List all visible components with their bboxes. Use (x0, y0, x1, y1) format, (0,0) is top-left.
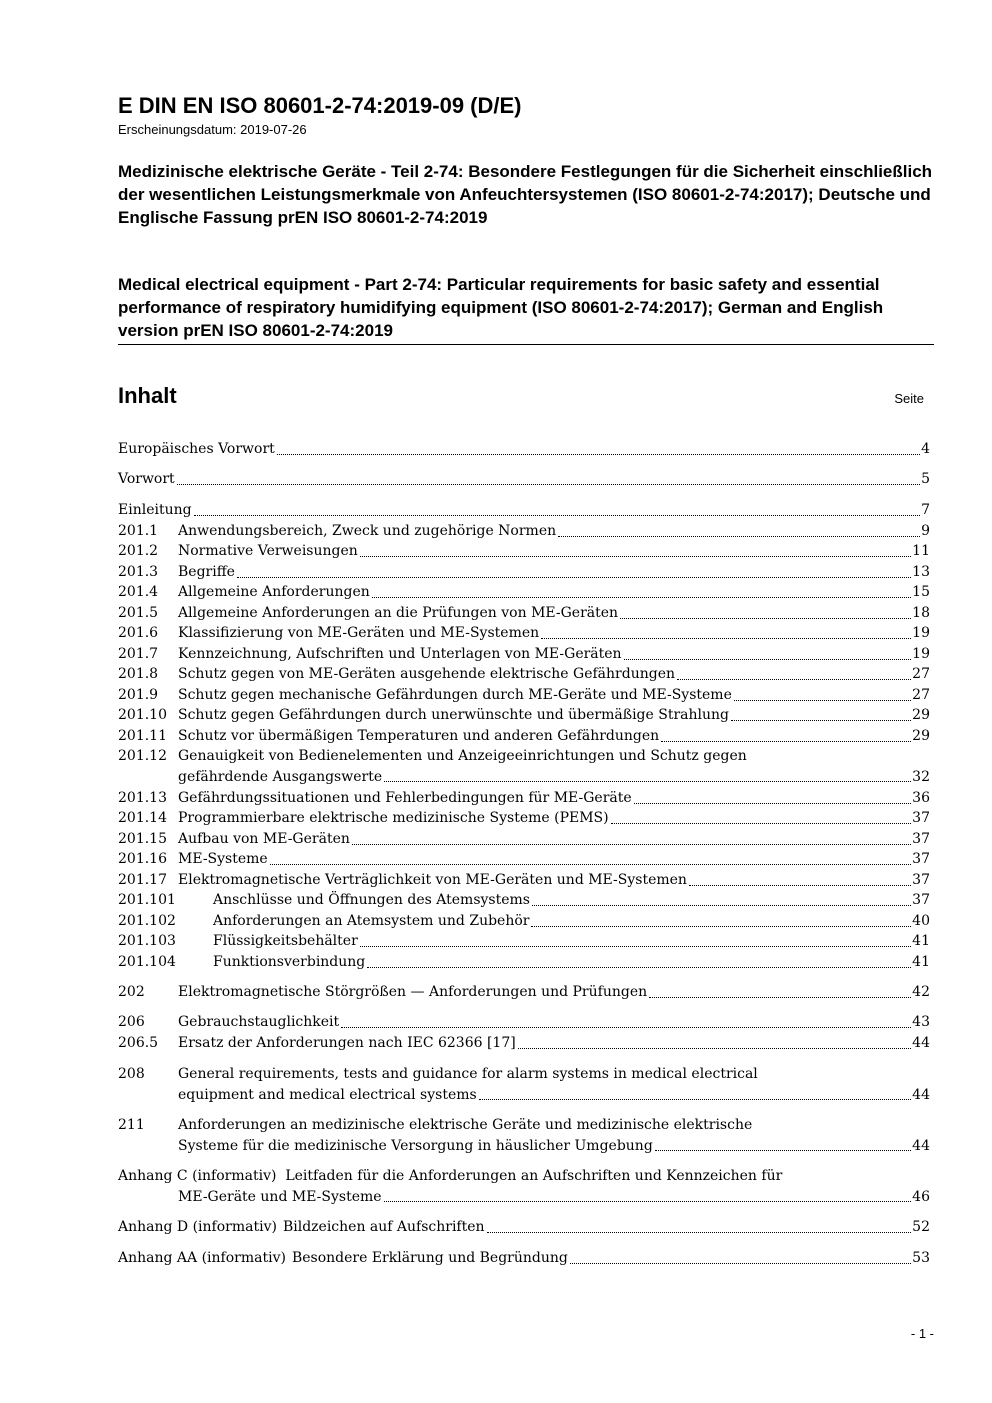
toc-entry-page: 42 (912, 984, 930, 1000)
toc-entry-label: Vorwort (118, 471, 175, 487)
toc-leader-dots (677, 679, 911, 680)
toc-leader-dots (611, 823, 912, 824)
toc-entry-label: Elektromagnetische Störgrößen — Anforderungen und Prüfungen (178, 984, 648, 1000)
toc-entry-label: Aufbau von ME-Geräten (178, 831, 350, 847)
toc-entry-page: 27 (912, 687, 930, 703)
toc-entry-number: 202 (118, 984, 145, 1000)
toc-entry-page: 43 (912, 1014, 930, 1030)
toc-entry[interactable] (118, 1248, 930, 1269)
toc-entry-page: 4 (921, 441, 930, 457)
toc-entry-page: 32 (912, 768, 930, 785)
toc-entry[interactable] (118, 1115, 930, 1156)
toc-entry-page: 41 (912, 954, 930, 970)
toc-entry-label: Anwendungsbereich, Zweck und zugehörige Normen (178, 523, 557, 539)
toc-entry-page: 27 (912, 666, 930, 682)
toc-leader-dots (558, 536, 920, 537)
toc-entry-label: Klassifizierung von ME-Geräten und ME-Systemen (178, 625, 540, 641)
toc-entry-label: Kennzeichnung, Aufschriften und Unterlagen von ME-Geräten (178, 646, 622, 662)
toc-entry[interactable] (118, 849, 930, 870)
toc-entry[interactable] (118, 952, 930, 973)
toc-entry[interactable] (118, 469, 930, 490)
toc-entry-page: 44 (912, 1035, 930, 1051)
toc-leader-dots (518, 1048, 911, 1049)
toc-entry-page: 19 (912, 646, 930, 662)
toc-entry[interactable] (118, 439, 930, 460)
toc-entry-number: 201.104 (118, 954, 176, 970)
toc-entry-page: 7 (921, 502, 930, 518)
toc-entry[interactable] (118, 982, 930, 1003)
toc-entry-label: Funktionsverbindung (213, 954, 366, 970)
toc-entry[interactable] (118, 1166, 930, 1207)
toc-leader-dots (734, 700, 911, 701)
toc-entry-label-continued: gefährdende Ausgangswerte (178, 768, 383, 785)
toc-entry-number: 201.3 (118, 564, 159, 580)
toc-entry[interactable] (118, 746, 930, 787)
toc-entry-page: 18 (912, 605, 930, 621)
toc-leader-dots (634, 803, 912, 804)
toc-leader-dots (360, 556, 911, 557)
toc-entry-number: 201.102 (118, 913, 176, 929)
toc-entry-number: 201.12 (118, 748, 167, 764)
toc-entry-number: 201.2 (118, 543, 159, 559)
toc-entry[interactable] (118, 623, 930, 644)
toc-entry-page: 15 (912, 584, 930, 600)
toc-entry-number: 208 (118, 1066, 145, 1082)
toc-entry-number: 201.1 (118, 523, 159, 539)
toc-entry-number: 211 (118, 1117, 145, 1133)
toc-leader-dots (360, 946, 911, 947)
toc-entry-number: 201.15 (118, 831, 167, 847)
toc-entry[interactable] (118, 541, 930, 562)
toc-entry-label: Elektromagnetische Verträglichkeit von ME-Geräten und ME-Systemen (178, 872, 687, 888)
toc-entry-label: Gebrauchstauglichkeit (178, 1014, 340, 1030)
toc-entry-label: Bildzeichen auf Aufschriften (282, 1219, 485, 1235)
toc-entry[interactable] (118, 890, 930, 911)
toc-leader-dots (352, 844, 911, 845)
toc-entry-number: 206.5 (118, 1035, 159, 1051)
toc-leader-dots (655, 1150, 911, 1151)
toc-entry-label: Schutz gegen von ME-Geräten ausgehende elektrische Gefährdungen (178, 666, 675, 682)
toc-entry-page: 52 (912, 1219, 930, 1235)
toc-leader-dots (384, 781, 911, 782)
toc-entry-label: Schutz gegen Gefährdungen durch unerwünschte und übermäßige Strahlung (178, 707, 729, 723)
toc-entry[interactable] (118, 1012, 930, 1033)
toc-entry-label: Einleitung (118, 502, 192, 518)
toc-entry-page: 37 (912, 851, 930, 867)
toc-entry-label: Begriffe (178, 564, 235, 580)
toc-entry-page: 37 (912, 831, 930, 847)
toc-leader-dots (541, 638, 911, 639)
toc-entry[interactable] (118, 664, 930, 685)
toc-entry-label: Anschlüsse und Öffnungen des Atemsystems (213, 892, 530, 908)
toc-entry[interactable] (118, 829, 930, 850)
toc-entry-number: 201.101 (118, 892, 176, 908)
title-english: Medical electrical equipment - Part 2-74: Particular requirements for basic safety and essential performance of respiratory humidifying equipment (ISO 80601-2-74:2017); German and English version prEN ISO 80601-2-74:2019 (118, 275, 884, 340)
toc-leader-dots (384, 1201, 912, 1202)
toc-entry-label: Flüssigkeitsbehälter (213, 933, 358, 949)
toc-entry-page: 36 (912, 790, 930, 806)
toc-leader-dots (367, 967, 911, 968)
toc-entry-label: Anforderungen an Atemsystem und Zubehör (213, 913, 530, 929)
toc-entry-label: General requirements, tests and guidance for alarm systems in medical electrical (178, 1066, 758, 1082)
toc-entry-page: 5 (921, 471, 930, 487)
toc-entry-label: Normative Verweisungen (178, 543, 358, 559)
toc-leader-dots (649, 997, 911, 998)
toc-entry-number: Anhang D (informativ) (118, 1219, 277, 1235)
toc-entry[interactable] (118, 644, 930, 665)
toc-entry[interactable] (118, 726, 930, 747)
toc-entry-number: 201.13 (118, 790, 167, 806)
toc-leader-dots (270, 864, 911, 865)
toc-leader-dots (731, 720, 911, 721)
toc-entry[interactable] (118, 808, 930, 829)
toc-leader-dots (620, 618, 911, 619)
toc-entry-number: 206 (118, 1014, 145, 1030)
toc-entry-page: 29 (912, 707, 930, 723)
toc-leader-dots (689, 885, 911, 886)
toc-entry-number: Anhang C (informativ) (118, 1168, 277, 1184)
toc-leader-dots (624, 659, 912, 660)
toc-entry-page: 37 (912, 872, 930, 888)
toc-entry-label: Gefährdungssituationen und Fehlerbedingungen für ME-Geräte (178, 790, 632, 806)
toc-entry[interactable] (118, 582, 930, 603)
toc-entry-label: Schutz gegen mechanische Gefährdungen durch ME-Geräte und ME-Systeme (178, 687, 732, 703)
toc-entry-page: 13 (912, 564, 930, 580)
toc-entry-label: Leitfaden für die Anforderungen an Aufschriften und Kennzeichen für (285, 1168, 783, 1184)
toc-entry-number: 201.14 (118, 810, 167, 826)
toc-entry[interactable] (118, 911, 930, 932)
toc-leader-dots (487, 1232, 912, 1233)
toc-entry-page: 9 (921, 523, 930, 539)
toc-entry-number: 201.4 (118, 584, 159, 600)
toc-entry-number: 201.11 (118, 728, 167, 744)
toc-entry[interactable] (118, 931, 930, 952)
toc-entry[interactable] (118, 500, 930, 521)
toc-entry-page: 41 (912, 933, 930, 949)
toc-entry[interactable] (118, 870, 930, 891)
toc-entry-label-continued: ME-Geräte und ME-Systeme (178, 1188, 382, 1205)
page-number: - 1 - (910, 1326, 934, 1341)
toc-entry-page: 29 (912, 728, 930, 744)
toc-heading: Inhalt (118, 383, 177, 408)
toc-entry-number: 201.16 (118, 851, 167, 867)
toc-entry[interactable] (118, 603, 930, 624)
toc-entry[interactable] (118, 1064, 930, 1105)
toc-entry[interactable] (118, 788, 930, 809)
toc-entry-page: 44 (912, 1086, 930, 1103)
toc-entry-label: Genauigkeit von Bedienelementen und Anzeigeeinrichtungen und Schutz gegen (178, 748, 747, 764)
toc-entry-label: ME-Systeme (178, 851, 268, 867)
toc-entry-label: Programmierbare elektrische medizinische Systeme (PEMS) (178, 810, 609, 826)
toc-leader-dots (277, 454, 920, 455)
toc-leader-dots (177, 484, 920, 485)
toc-entry-page: 37 (912, 810, 930, 826)
toc-entry-label: Allgemeine Anforderungen (178, 584, 370, 600)
toc-entry-label: Schutz vor übermäßigen Temperaturen und anderen Gefährdungen (178, 728, 660, 744)
toc-leader-dots (532, 905, 911, 906)
document-title: E DIN EN ISO 80601-2-74:2019-09 (D/E) (118, 93, 522, 118)
toc-entry-number: 201.10 (118, 707, 167, 723)
toc-entry-label: Allgemeine Anforderungen an die Prüfungen von ME-Geräten (178, 605, 619, 621)
toc-leader-dots (531, 926, 911, 927)
toc-leader-dots (341, 1027, 911, 1028)
toc-entry-label-continued: Systeme für die medizinische Versorgung in häuslicher Umgebung (178, 1137, 653, 1154)
toc-leader-dots (479, 1099, 911, 1100)
toc-leader-dots (194, 515, 921, 516)
toc-entry-label: Anforderungen an medizinische elektrische Geräte und medizinische elektrische (178, 1117, 753, 1133)
toc-entry[interactable] (118, 685, 930, 706)
toc-entry-page: 46 (912, 1188, 930, 1205)
toc-entry-label: Europäisches Vorwort (118, 441, 275, 457)
toc-entry-number: 201.103 (118, 933, 176, 949)
toc-entry-number: Anhang AA (informativ) (118, 1250, 286, 1266)
toc-entry[interactable] (118, 521, 930, 542)
toc-entry-number: 201.9 (118, 687, 159, 703)
toc-leader-dots (570, 1263, 911, 1264)
toc-entry-number: 201.17 (118, 872, 167, 888)
toc-entry[interactable] (118, 705, 930, 726)
toc-entry[interactable] (118, 1217, 930, 1238)
toc-entry-page: 37 (912, 892, 930, 908)
toc-entry-number: 201.6 (118, 625, 159, 641)
toc-leader-dots (372, 597, 911, 598)
toc-entry-page: 40 (912, 913, 930, 929)
toc-entry[interactable] (118, 562, 930, 583)
toc-entry-number: 201.8 (118, 666, 159, 682)
toc-leader-dots (237, 577, 911, 578)
toc-entry-page: 19 (912, 625, 930, 641)
toc-entry-label: Ersatz der Anforderungen nach IEC 62366 [17] (178, 1035, 516, 1051)
toc-entry[interactable] (118, 1033, 930, 1054)
title-divider (118, 344, 934, 345)
toc-entry-label: Besondere Erklärung und Begründung (291, 1250, 568, 1266)
toc-entry-label-continued: equipment and medical electrical systems (178, 1086, 477, 1103)
toc-entry-page: 53 (912, 1250, 930, 1266)
toc-entry-page: 44 (912, 1137, 930, 1154)
title-german: Medizinische elektrische Geräte - Teil 2-74: Besondere Festlegungen für die Sicherheit einschließlich der wesentlichen Leistungsmerkmale von Anfeuchtersystemen (ISO 80601-2-74:2017); Deutsche und Englische Fassung prEN ISO 80601-2-74:2019 (118, 162, 933, 227)
toc-entry-number: 201.7 (118, 646, 159, 662)
toc-entry-number: 201.5 (118, 605, 159, 621)
publication-date: Erscheinungsdatum: 2019-07-26 (118, 122, 307, 137)
toc-leader-dots (661, 741, 911, 742)
toc-entry-page: 11 (912, 543, 930, 559)
toc-page-column-label: Seite (894, 391, 924, 406)
